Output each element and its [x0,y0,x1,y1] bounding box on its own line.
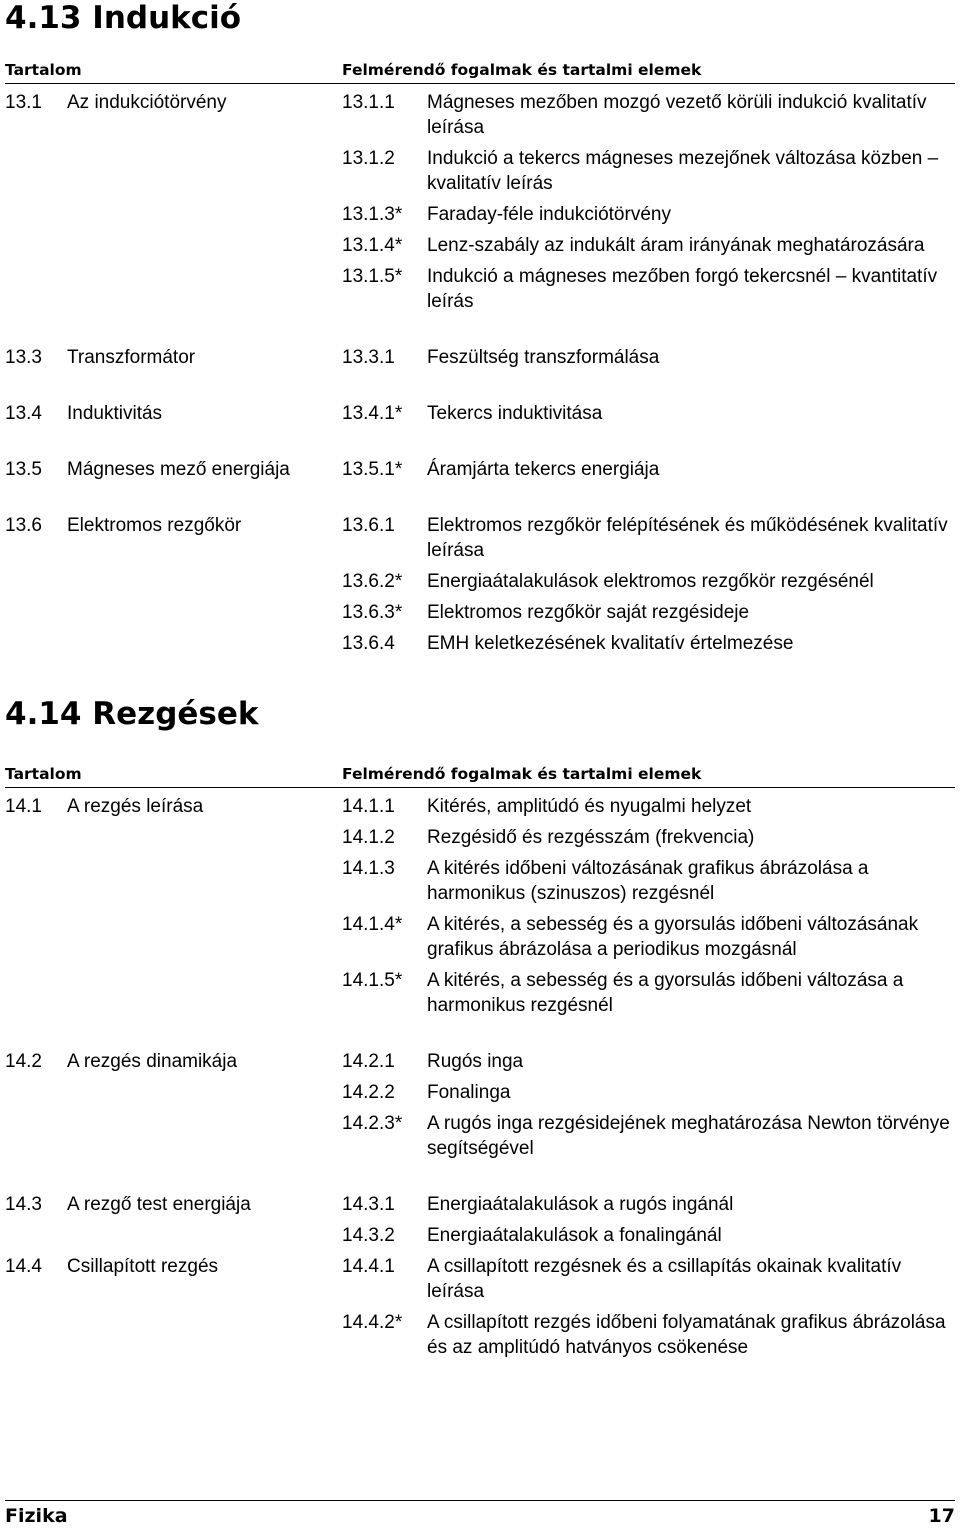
topic-title: Induktivitás [67,403,163,424]
list-item [342,794,955,819]
item-number: 14.2.1 [342,1051,395,1072]
list-item [342,1080,955,1105]
section-induction [5,0,955,656]
list-item [342,202,955,227]
item-number: 13.1.2 [342,148,395,169]
list-item [342,146,955,196]
item-text: Indukció a mágneses mezőben forgó tekercsnél – kvantitatív leírás [427,266,938,312]
item-number: 14.1.1 [342,796,395,817]
list-item [342,825,955,850]
item-number: 13.3.1 [342,347,395,368]
table-row [5,1254,955,1360]
item-number: 13.4.1* [342,403,403,424]
item-list [342,401,955,426]
list-item [342,1254,955,1304]
topic [5,345,342,370]
item-number: 13.6.2* [342,571,403,592]
item-number: 13.1.5* [342,266,403,287]
item-number: 14.3.2 [342,1225,395,1246]
section-title: 4.14 Rezgések [5,696,259,732]
item-text: A csillapított rezgésnek és a csillapítás okainak kvalitatív leírása [427,1256,902,1302]
table-header [5,764,955,788]
item-text: Rezgésidő és rezgésszám (frekvencia) [427,827,755,848]
table-row [5,513,955,656]
topic-title: A rezgő test energiája [67,1194,251,1215]
item-number: 13.5.1* [342,459,403,480]
item-text: Mágneses mezőben mozgó vezető körüli indukció kvalitatív leírása [427,92,927,138]
list-item [342,569,955,594]
item-number: 13.1.4* [342,235,403,256]
item-text: A csillapított rezgés időbeni folyamatának grafikus ábrázolása és az amplitúdó hatványos csökenése [427,1312,946,1358]
item-text: Elektromos rezgőkör saját rezgésideje [427,602,750,623]
item-number: 14.1.3 [342,858,395,879]
item-number: 14.2.3* [342,1113,403,1134]
item-number: 14.4.1 [342,1256,395,1277]
topic-number: 14.3 [5,1194,42,1215]
list-item [342,1223,955,1248]
item-list [342,794,955,1018]
item-list [342,513,955,656]
list-item [342,600,955,625]
topic-title: Mágneses mező energiája [67,459,290,480]
item-text: A kitérés, a sebesség és a gyorsulás időbeni változásának grafikus ábrázolása a periodikus mozgásnál [427,914,919,960]
item-number: 13.1.3* [342,204,403,225]
table-row [5,457,955,482]
table-row [5,401,955,426]
topic-title: Transzformátor [67,347,196,368]
item-number: 14.1.4* [342,914,403,935]
list-item [342,1111,955,1161]
item-text: Áramjárta tekercs energiája [427,459,660,480]
footer-subject: Fizika [5,1505,68,1527]
header-content: Tartalom [5,61,82,79]
item-number: 14.1.5* [342,970,403,991]
topic-number: 13.5 [5,459,42,480]
table-row [5,794,955,1018]
list-item [342,345,955,370]
topic [5,1192,342,1248]
item-text: Lenz-szabály az indukált áram irányának meghatározására [427,235,925,256]
header-elements: Felmérendő fogalmak és tartalmi elemek [342,61,702,79]
list-item [342,233,955,258]
list-item [342,1049,955,1074]
item-number: 14.1.2 [342,827,395,848]
item-number: 14.3.1 [342,1194,395,1215]
topic [5,794,342,1018]
topic [5,457,342,482]
page-number: 17 [928,1505,955,1527]
item-text: Tekercs induktivitása [427,403,603,424]
section-oscillations [5,696,955,1360]
item-number: 14.2.2 [342,1082,395,1103]
item-text: Rugós inga [427,1051,524,1072]
item-text: Fonalinga [427,1082,511,1103]
header-elements: Felmérendő fogalmak és tartalmi elemek [342,765,702,783]
item-text: Energiaátalakulások a fonalingánál [427,1225,722,1246]
topic-title: Elektromos rezgőkör [67,515,242,536]
item-list [342,1192,955,1248]
item-number: 13.6.4 [342,633,395,654]
topic-number: 14.2 [5,1051,42,1072]
topic [5,90,342,314]
list-item [342,457,955,482]
topic-number: 13.6 [5,515,42,536]
item-text: Faraday-féle indukciótörvény [427,204,671,225]
section-title: 4.13 Indukció [5,0,242,36]
list-item [342,1192,955,1217]
topic-number: 13.1 [5,92,42,113]
topic-title: Csillapított rezgés [67,1256,219,1277]
item-number: 13.6.3* [342,602,403,623]
item-text: Kitérés, amplitúdó és nyugalmi helyzet [427,796,752,817]
item-list [342,1049,955,1161]
list-item [342,90,955,140]
item-number: 13.1.1 [342,92,395,113]
item-text: Elektromos rezgőkör felépítésének és működésének kvalitatív leírása [427,515,948,561]
table-row [5,1049,955,1161]
item-text: Energiaátalakulások a rugós ingánál [427,1194,734,1215]
item-number: 14.4.2* [342,1312,403,1333]
item-text: Energiaátalakulások elektromos rezgőkör rezgésénél [427,571,874,592]
topic-number: 13.3 [5,347,42,368]
topic-number: 14.1 [5,796,42,817]
item-text: A rugós inga rezgésidejének meghatározása Newton törvénye segítségével [427,1113,950,1159]
item-text: A kitérés időbeni változásának grafikus ábrázolása a harmonikus (szinuszos) rezgésnél [427,858,869,904]
topic-title: A rezgés dinamikája [67,1051,238,1072]
topic [5,513,342,656]
table-row [5,1192,955,1248]
topic-title: Az indukciótörvény [67,92,227,113]
page-footer [5,1500,955,1528]
list-item [342,264,955,314]
list-item [342,513,955,563]
list-item [342,631,955,656]
topic-number: 14.4 [5,1256,42,1277]
list-item [342,401,955,426]
header-content: Tartalom [5,765,82,783]
topic [5,401,342,426]
table-header [5,60,955,84]
item-text: Indukció a tekercs mágneses mezejőnek változása közben – kvalitatív leírás [427,148,939,194]
table-row [5,345,955,370]
topic-title: A rezgés leírása [67,796,204,817]
topic [5,1049,342,1161]
list-item [342,912,955,962]
item-text: A kitérés, a sebesség és a gyorsulás időbeni változása a harmonikus rezgésnél [427,970,904,1016]
list-item [342,1310,955,1360]
list-item [342,968,955,1018]
table-row [5,90,955,314]
item-text: EMH keletkezésének kvalitatív értelmezése [427,633,794,654]
topic [5,1254,342,1360]
item-number: 13.6.1 [342,515,395,536]
page [5,0,955,1360]
item-list [342,457,955,482]
item-list [342,345,955,370]
item-list [342,90,955,314]
topic-number: 13.4 [5,403,42,424]
list-item [342,856,955,906]
item-list [342,1254,955,1360]
item-text: Feszültség transzformálása [427,347,660,368]
